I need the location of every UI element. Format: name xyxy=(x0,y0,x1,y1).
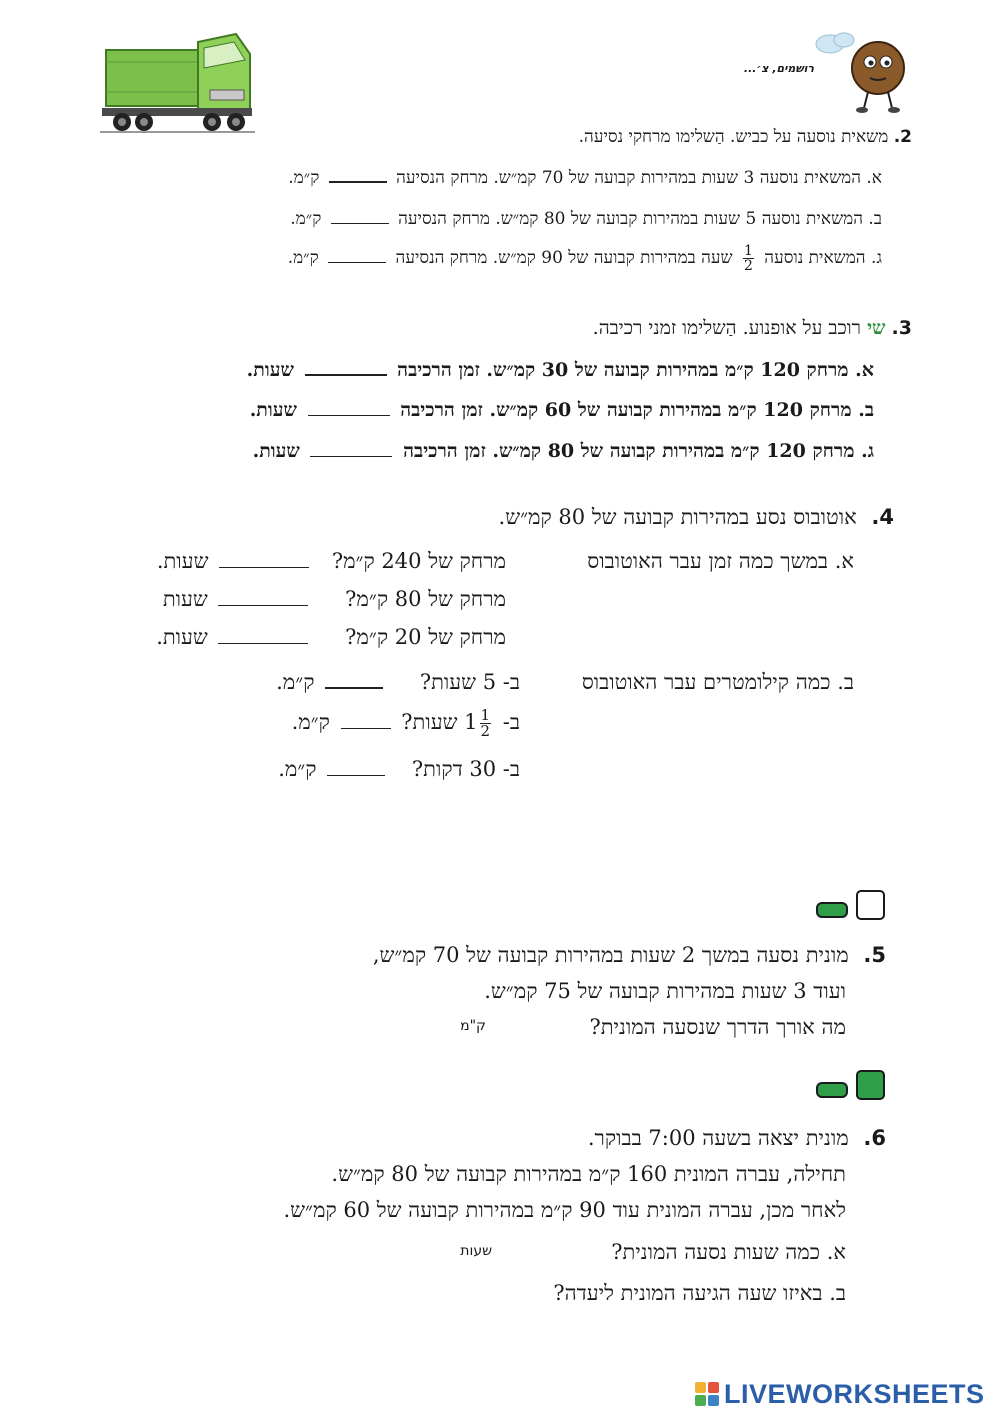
brand-text: LIVEWORKSHEETS xyxy=(724,1378,985,1409)
answer-blank[interactable] xyxy=(218,642,308,644)
q5-answer-unit: ק"מ xyxy=(460,1018,486,1034)
fraction-numerator: 1 xyxy=(480,706,491,724)
answer-blank[interactable] xyxy=(219,566,309,568)
filled-square-icon xyxy=(856,1070,885,1100)
q4b-row-2 xyxy=(292,708,520,739)
item-text: מרחק של 80 ק״מ? xyxy=(345,587,506,611)
q3-item-b xyxy=(250,399,874,422)
answer-blank[interactable] xyxy=(305,373,387,376)
answer-blank[interactable] xyxy=(329,180,387,183)
q5-line-2 xyxy=(484,979,846,1004)
answer-blank[interactable] xyxy=(328,261,386,263)
item-text: כמה קילומטרים עבר האוטובוס xyxy=(581,670,831,694)
q6-line-3 xyxy=(283,1198,846,1223)
q2-item-b xyxy=(290,209,882,229)
item-label: א. xyxy=(834,549,854,573)
q4b-row-3 xyxy=(278,757,520,782)
item-text: במשך כמה זמן עבר האוטובוס xyxy=(587,549,829,573)
item-unit: ק״מ. xyxy=(278,757,317,781)
question-number: 3. xyxy=(891,317,912,339)
item-text: באיזו שעה הגיעה המונית ליעדה? xyxy=(553,1281,823,1305)
question-title: משאית נוסעה על כביש. הַשלימו מרחקי נסיעה. xyxy=(578,127,889,147)
question-text: מה אורך הדרך שנסעה המונית? xyxy=(589,1015,846,1039)
empty-square-icon xyxy=(856,890,885,920)
question-text: לאחר מכן, עברה המונית עוד 90 ק״מ במהירות קבועה של 60 קמ״ש. xyxy=(283,1198,846,1222)
answer-blank[interactable] xyxy=(331,222,389,224)
q2-item-c xyxy=(288,244,882,273)
item-text: המשאית נוסעה 5 שעות במהירות קבועה של 80 קמ״ש. מרחק הנסיעה xyxy=(398,209,863,229)
item-label: ג. xyxy=(870,248,882,268)
whole-part: 1 xyxy=(464,710,478,734)
item-text: 30 דקות? xyxy=(411,757,497,781)
fraction-half xyxy=(480,708,492,739)
q4-title-line xyxy=(499,505,894,530)
question-text: ועוד 3 שעות במהירות קבועה של 75 קמ״ש. xyxy=(484,979,846,1003)
item-unit: ק״מ. xyxy=(291,710,330,734)
question-number: 4. xyxy=(871,505,894,529)
difficulty-marker-hard xyxy=(816,1068,888,1102)
q2-item-a xyxy=(288,168,882,188)
answer-blank[interactable] xyxy=(327,774,385,776)
item-prefix: ב- xyxy=(502,710,520,734)
answer-blank[interactable] xyxy=(310,455,392,457)
item-label: א. xyxy=(826,1240,846,1264)
fraction-numerator: 1 xyxy=(743,243,753,259)
item-unit: שעות. xyxy=(246,359,294,381)
difficulty-marker-medium xyxy=(816,888,888,922)
question-title: רוכב על אופנוע. הַשלימו זמני רכיבה. xyxy=(592,317,862,339)
question-number: 2. xyxy=(893,127,912,147)
item-prefix: ב- xyxy=(502,757,520,781)
item-text: מרחק של 240 ק״מ? xyxy=(331,549,506,573)
item-text: 5 שעות? xyxy=(419,670,497,694)
item-text: המשאית נוסעה 3 שעות במהירות קבועה של 70 קמ״ש. מרחק הנסיעה xyxy=(396,168,861,188)
item-label: ג. xyxy=(861,440,874,462)
item-text: כמה שעות נסעה המונית? xyxy=(611,1240,821,1264)
liveworksheets-logo[interactable] xyxy=(694,1378,994,1410)
item-unit: ק״מ. xyxy=(288,168,320,188)
item-unit: ק״מ. xyxy=(276,670,315,694)
q6-item-a xyxy=(611,1240,846,1265)
item-text: מרחק 120 ק״מ במהירות קבועה של 30 קמ״ש. זמן הרכיבה xyxy=(397,359,849,381)
item-text: מרחק של 20 ק״מ? xyxy=(345,625,506,649)
fraction-denominator: 2 xyxy=(480,722,491,740)
item-prefix: ב- xyxy=(502,670,520,694)
item-unit: ק״מ. xyxy=(287,248,319,268)
q3-item-a xyxy=(247,359,874,382)
q4b-question xyxy=(582,670,854,695)
item-label: א. xyxy=(855,359,874,381)
question-text: מונית נסעה במשך 2 שעות במהירות קבועה של 70 קמ״ש, xyxy=(372,943,849,967)
item-text: מרחק 120 ק״מ במהירות קבועה של 80 קמ״ש. זמן הרכיבה xyxy=(403,440,855,462)
mixed-number xyxy=(464,708,496,739)
filled-rounded-pill-icon xyxy=(816,1082,848,1098)
fraction-half xyxy=(743,244,754,273)
q6-line-2 xyxy=(331,1162,846,1187)
q4a-row-2 xyxy=(163,587,506,612)
answer-blank[interactable] xyxy=(325,686,383,689)
question-text: מונית יצאה בשעה 7:00 בבוקר. xyxy=(587,1126,849,1150)
thinking-character-illustration xyxy=(812,30,912,114)
answer-blank[interactable] xyxy=(308,414,390,416)
item-label: ב. xyxy=(868,209,882,229)
item-unit: שעות. xyxy=(156,549,209,573)
q4a-row-1 xyxy=(157,549,506,574)
q6-line-1 xyxy=(588,1126,886,1151)
liveworksheets-logo-icon xyxy=(694,1381,720,1407)
question-text: תחילה, עברה המונית 160 ק״מ במהירות קבועה של 80 קמ״ש. xyxy=(331,1162,846,1186)
cartoon-caption: רושמים, צ׳... xyxy=(743,62,814,75)
answer-blank[interactable] xyxy=(341,727,391,729)
truck-illustration xyxy=(100,28,255,136)
q6-item-b xyxy=(553,1281,846,1306)
q4a-row-3 xyxy=(156,625,506,650)
question-number: 6. xyxy=(863,1126,886,1150)
item-label: ב. xyxy=(829,1281,846,1305)
item-text: המשאית נוסעה xyxy=(764,248,866,268)
item-text: שעות? xyxy=(401,710,458,734)
question-title: אוטובוס נסע במהירות קבועה של 80 קמ״ש. xyxy=(498,505,857,529)
filled-rounded-pill-icon xyxy=(816,902,848,918)
item-unit: שעות xyxy=(162,587,208,611)
item-unit: שעות. xyxy=(252,440,300,462)
item-label: ב. xyxy=(837,670,854,694)
item-text: שעה במהירות קבועה של 90 קמ״ש. מרחק הנסיעה xyxy=(395,248,733,268)
item-unit: ק״מ. xyxy=(290,209,322,229)
q3-title-line xyxy=(593,317,912,340)
item-label: א. xyxy=(866,168,882,188)
q2-title-line xyxy=(579,127,912,147)
q4a-question xyxy=(587,549,854,574)
item-label: ב. xyxy=(858,399,874,421)
fraction-denominator: 2 xyxy=(743,258,753,274)
q3-item-c xyxy=(253,440,874,463)
q5-line-1 xyxy=(373,943,886,968)
q5-line-3 xyxy=(589,1015,846,1040)
person-name: שי xyxy=(867,317,886,339)
question-number: 5. xyxy=(863,943,886,967)
q4b-row-1 xyxy=(276,670,520,695)
item-text: מרחק 120 ק״מ במהירות קבועה של 60 קמ״ש. זמן הרכיבה xyxy=(400,399,852,421)
item-unit: שעות. xyxy=(156,625,208,649)
answer-blank[interactable] xyxy=(218,604,308,606)
q6-answer-unit: שעות xyxy=(460,1243,492,1259)
item-unit: שעות. xyxy=(249,399,297,421)
